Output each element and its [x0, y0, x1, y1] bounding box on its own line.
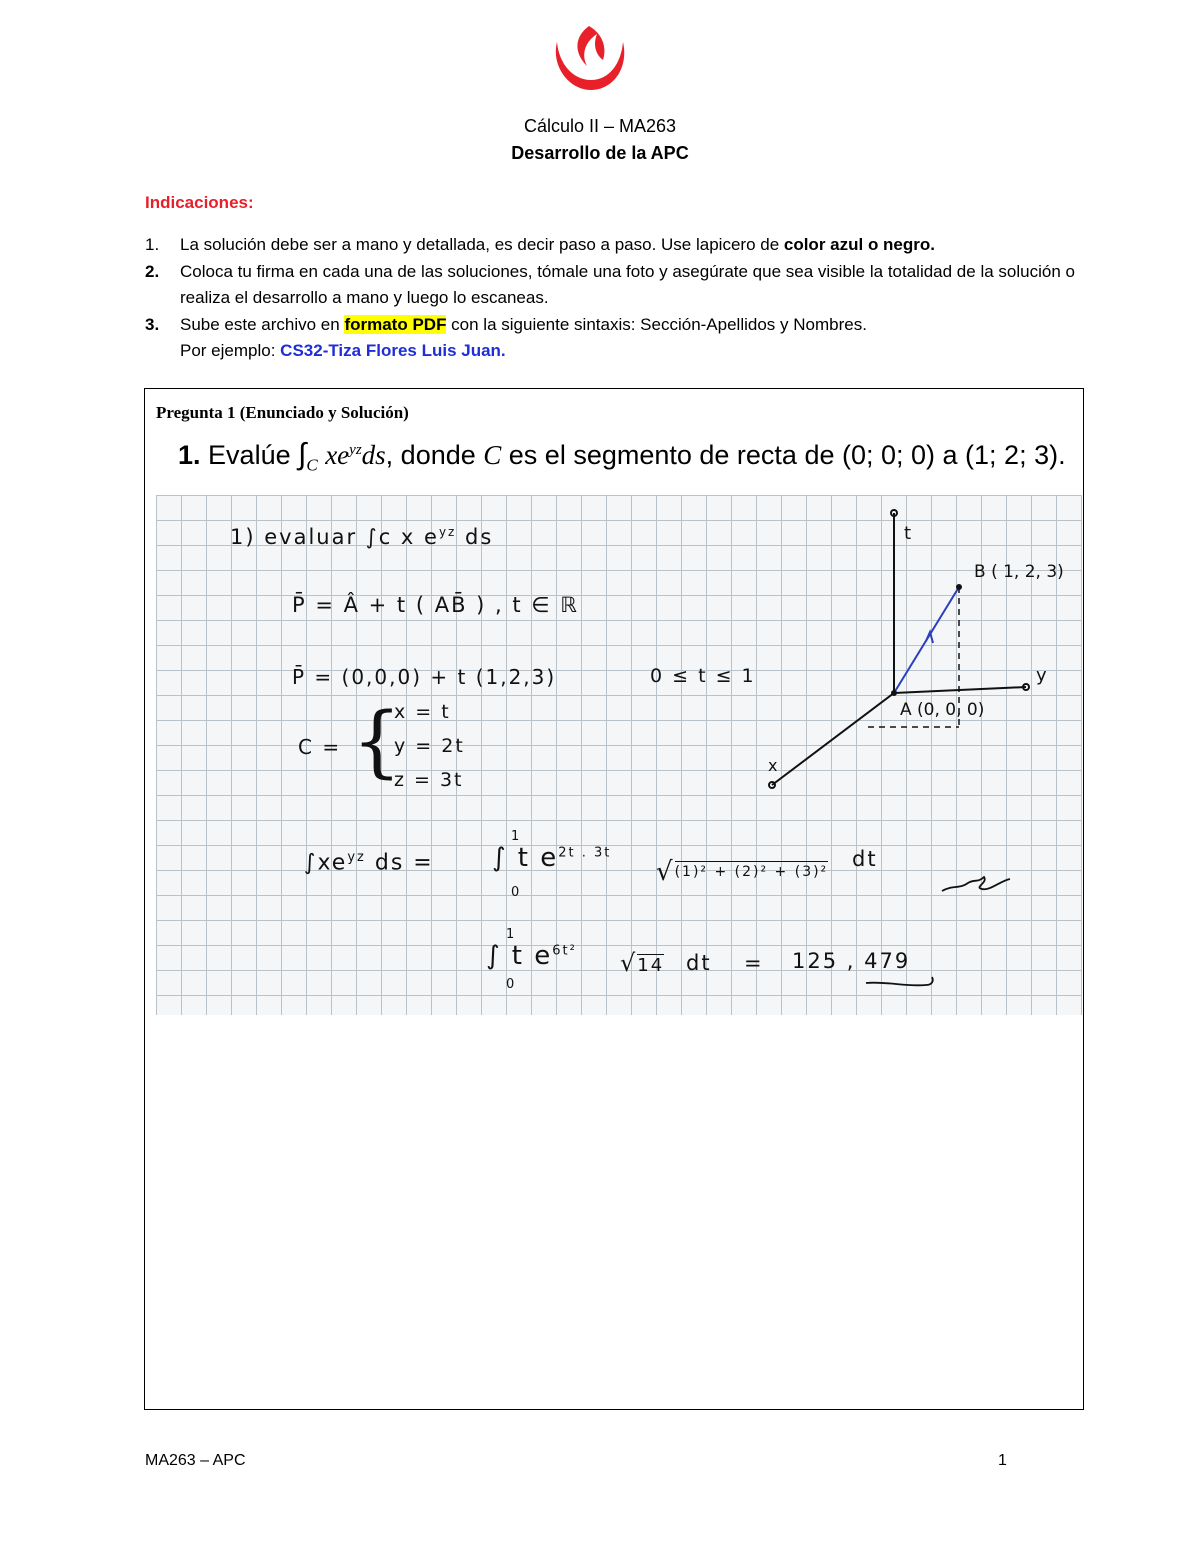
- curve-label: C =: [298, 735, 342, 759]
- instruction-text: Coloca tu firma en cada una de las soluciones, tómale una foto y asegúrate que sea visible la totalidad de la solución o realiza el desarrollo a mano y luego lo escaneas.: [180, 261, 1075, 307]
- result-equals: =: [744, 951, 764, 975]
- integrand-exponent: yz: [349, 442, 362, 458]
- solution-parametrization: P̄ = Â + t ( AB̄ ) , t ∈ ℝ: [292, 593, 579, 617]
- line-integral-left: $\int xe^{yz}$ ds =: [304, 850, 434, 876]
- instruction-text-end: con la siguiente sintaxis: Sección-Apellidos y Nombres.: [446, 314, 867, 334]
- solution-parameter-range: 0 ≤ t ≤ 1: [650, 665, 756, 687]
- equation-y: y = 2t: [394, 735, 465, 757]
- highlighted-format: formato PDF: [344, 314, 447, 334]
- equation-x: x = t: [394, 701, 451, 723]
- result-value: 125 , 479: [792, 949, 911, 973]
- sqrt-icon: √: [656, 857, 675, 887]
- footer-course: MA263 – APC: [145, 1452, 246, 1469]
- solution-line-equation: P̄ = (0,0,0) + t (1,2,3): [292, 665, 557, 689]
- page-number: 1: [998, 1452, 1007, 1469]
- equation-z: z = 3t: [394, 769, 464, 791]
- sqrt-expression: √(1)² + (2)² + (3)²: [656, 857, 829, 887]
- statement-start: Evalúe: [208, 440, 299, 470]
- result-upper-limit: 1: [506, 927, 517, 942]
- sqrt-icon: √: [620, 949, 638, 977]
- document-subtitle: Desarrollo de la APC: [511, 143, 689, 163]
- axes-sketch: [156, 495, 1082, 1015]
- result-sqrt: √14: [620, 949, 665, 977]
- instruction-text: La solución debe ser a mano y detallada, es decir paso a paso. Use lapicero de: [180, 235, 784, 254]
- integral-upper-limit: 1: [511, 829, 522, 844]
- question-number: 1.: [178, 440, 201, 470]
- curve-name: C: [483, 440, 502, 470]
- result-dt: dt: [686, 951, 712, 975]
- example-label: Por ejemplo:: [180, 341, 281, 360]
- solution-step-1: 1) evaluar ∫c x $e^{yz}$ ds: [230, 525, 494, 549]
- statement-middle: , donde: [385, 440, 484, 470]
- axis-t-label: t: [904, 523, 912, 544]
- instruction-item: [145, 312, 1095, 365]
- result-lower-limit: 0: [506, 977, 517, 992]
- integrand: xe: [325, 440, 350, 470]
- result-integral: ∫ t $e^{6t^2}$: [486, 941, 577, 971]
- integral-symbol: ∫: [298, 438, 307, 471]
- upc-logo-icon: [551, 22, 629, 92]
- instructions-heading: Indicaciones:: [145, 193, 254, 212]
- course-title: Cálculo II – MA263: [523, 116, 677, 136]
- axis-y-label: y: [1036, 665, 1047, 686]
- differential-dt: dt: [852, 847, 878, 871]
- question-statement: [178, 438, 1066, 475]
- point-b-label: B ( 1, 2, 3): [974, 562, 1064, 582]
- instruction-text: Sube este archivo en: [180, 314, 345, 334]
- handwritten-solution: [156, 495, 1082, 1015]
- example-filename: CS32-Tiza Flores Luis Juan.: [280, 341, 506, 360]
- instructions-list: [145, 232, 1095, 365]
- brace-icon: {: [352, 697, 402, 787]
- question-heading: Pregunta 1 (Enunciado y Solución): [156, 403, 409, 422]
- integral-lower-limit: 0: [511, 885, 522, 900]
- integral-subscript: C: [306, 455, 318, 475]
- instruction-number: 3.: [145, 314, 160, 334]
- instruction-number: 2.: [145, 261, 160, 281]
- instruction-item: [145, 232, 1095, 259]
- statement-end: es el segmento de recta de (0; 0; 0) a (1; 2; 3).: [501, 440, 1066, 470]
- instruction-item: [145, 259, 1095, 312]
- instruction-emphasis: color azul o negro.: [783, 235, 935, 254]
- point-a-label: A (0, 0, 0): [900, 700, 985, 720]
- axis-x-label: x: [768, 756, 778, 775]
- integrand-ds: ds: [361, 440, 386, 470]
- line-integral-right: ∫ t $e^{2t . 3t}$: [492, 843, 612, 873]
- instruction-number: 1.: [145, 235, 160, 254]
